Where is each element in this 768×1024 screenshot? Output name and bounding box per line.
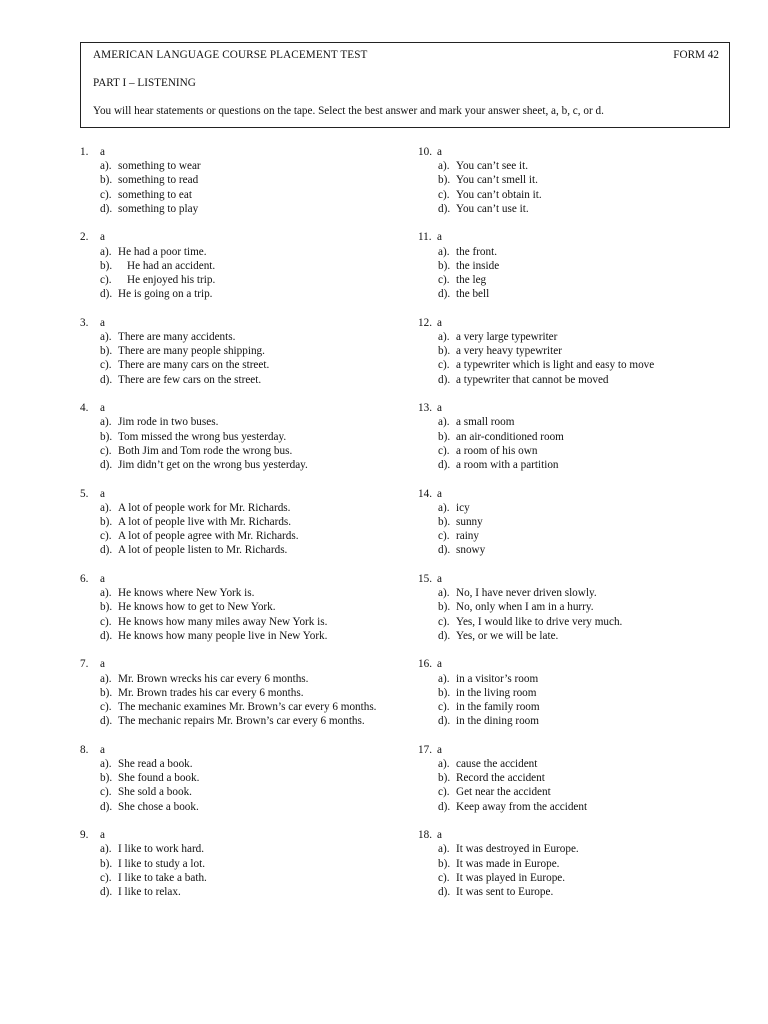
answer-option	[418, 501, 728, 515]
option-label: c).	[438, 615, 450, 628]
option-text: the leg	[456, 273, 487, 286]
answer-option	[80, 358, 400, 372]
answer-option	[418, 543, 728, 557]
answer-option	[80, 458, 400, 472]
option-text: No, I have never driven slowly.	[456, 587, 597, 600]
question-letter: a	[100, 231, 105, 244]
answer-option	[80, 714, 400, 728]
answer-option	[418, 373, 728, 387]
question-header	[418, 316, 728, 330]
option-label: a).	[438, 160, 450, 173]
question-letter: a	[100, 658, 105, 671]
answer-option	[418, 700, 728, 714]
answer-option	[418, 173, 728, 187]
option-text: She found a book.	[118, 772, 200, 785]
question-10	[418, 145, 728, 216]
answer-option	[418, 757, 728, 771]
answer-option	[418, 287, 728, 301]
question-number: 2.	[80, 231, 89, 244]
option-text: She read a book.	[118, 757, 193, 770]
question-letter: a	[100, 487, 105, 500]
option-text: He knows how many people live in New York.	[118, 629, 328, 642]
option-label: d).	[438, 373, 451, 386]
answer-option	[418, 842, 728, 856]
answer-option	[418, 458, 728, 472]
question-letter: a	[100, 829, 105, 842]
answer-option	[80, 259, 400, 273]
answer-option	[418, 415, 728, 429]
option-label: c).	[100, 530, 112, 543]
option-text: the front.	[456, 245, 498, 258]
question-number: 11.	[418, 231, 432, 244]
option-text: Yes, or we will be late.	[456, 629, 559, 642]
answer-option	[80, 700, 400, 714]
option-label: c).	[100, 444, 112, 457]
option-text: No, only when I am in a hurry.	[456, 601, 594, 614]
option-text: The mechanic repairs Mr. Brown’s car every 6 months.	[118, 715, 365, 728]
question-number: 9.	[80, 829, 89, 842]
option-text: something to read	[118, 174, 199, 187]
answer-option	[418, 629, 728, 643]
option-label: c).	[100, 871, 112, 884]
option-label: a).	[100, 843, 112, 856]
question-letter: a	[437, 402, 442, 415]
answer-option	[80, 771, 400, 785]
answer-option	[80, 330, 400, 344]
question-header	[80, 657, 400, 671]
option-label: d).	[438, 202, 451, 215]
option-label: d).	[438, 629, 451, 642]
option-label: c).	[438, 871, 450, 884]
option-text: He knows how to get to New York.	[118, 601, 276, 614]
option-label: d).	[438, 800, 451, 813]
answer-option	[80, 529, 400, 543]
answer-option	[80, 515, 400, 529]
option-text: You can’t obtain it.	[456, 188, 542, 201]
answer-option	[418, 586, 728, 600]
answer-option	[418, 188, 728, 202]
answer-option	[418, 686, 728, 700]
question-number: 4.	[80, 402, 89, 415]
option-label: d).	[100, 715, 113, 728]
option-label: c).	[438, 444, 450, 457]
question-12	[418, 316, 728, 387]
option-text: something to eat	[118, 188, 192, 201]
answer-option	[80, 415, 400, 429]
answer-option	[80, 785, 400, 799]
question-17	[418, 743, 728, 814]
question-number: 1.	[80, 146, 89, 158]
option-label: d).	[100, 373, 113, 386]
answer-option	[418, 672, 728, 686]
answer-option	[80, 173, 400, 187]
option-label: b).	[100, 515, 113, 528]
answer-option	[80, 686, 400, 700]
option-text: He enjoyed his trip.	[127, 273, 216, 286]
option-text: a very heavy typewriter	[456, 345, 562, 358]
option-text: Keep away from the accident	[456, 800, 588, 813]
option-label: d).	[438, 715, 451, 728]
option-text: icy	[456, 501, 470, 514]
question-header	[80, 230, 400, 244]
option-label: b).	[100, 601, 113, 614]
answer-option	[418, 259, 728, 273]
option-label: a).	[100, 757, 112, 770]
option-label: b).	[438, 857, 451, 870]
question-header	[80, 487, 400, 501]
form-number: FORM 42	[673, 49, 719, 61]
option-text: There are many people shipping.	[118, 345, 265, 358]
question-letter: a	[437, 658, 442, 671]
option-text: It was destroyed in Europe.	[456, 843, 579, 856]
answer-option	[80, 586, 400, 600]
answer-option	[80, 842, 400, 856]
answer-option	[418, 885, 728, 899]
option-label: b).	[438, 601, 451, 614]
option-text: A lot of people agree with Mr. Richards.	[118, 530, 299, 543]
option-label: b).	[100, 174, 113, 187]
option-text: a small room	[456, 416, 515, 429]
question-header	[418, 572, 728, 586]
question-9	[80, 828, 400, 899]
answer-option	[80, 159, 400, 173]
option-text: an air-conditioned room	[456, 430, 564, 443]
option-text: cause the accident	[456, 757, 538, 770]
test-header	[80, 42, 730, 128]
option-text: Get near the accident	[456, 786, 551, 799]
question-letter: a	[437, 829, 442, 842]
option-label: a).	[438, 757, 450, 770]
option-text: She chose a book.	[118, 800, 199, 813]
option-text: He knows where New York is.	[118, 587, 255, 600]
answer-option	[418, 202, 728, 216]
option-label: c).	[438, 530, 450, 543]
option-label: d).	[100, 458, 113, 471]
option-text: Yes, I would like to drive very much.	[456, 615, 623, 628]
option-text: in the dining room	[456, 715, 539, 728]
option-label: d).	[100, 629, 113, 642]
option-label: d).	[100, 202, 113, 215]
question-13	[418, 401, 728, 472]
question-7	[80, 657, 400, 728]
question-header	[80, 743, 400, 757]
option-text: A lot of people live with Mr. Richards.	[118, 515, 292, 528]
option-label: b).	[438, 430, 451, 443]
option-text: He had an accident.	[127, 259, 216, 272]
answer-option	[80, 871, 400, 885]
question-number: 17.	[418, 743, 432, 756]
answer-option	[418, 444, 728, 458]
option-label: c).	[100, 700, 112, 713]
option-label: a).	[100, 501, 112, 514]
option-label: a).	[438, 501, 450, 514]
option-label: d).	[100, 800, 113, 813]
answer-option	[418, 771, 728, 785]
option-text: a room with a partition	[456, 458, 559, 471]
question-header	[80, 401, 400, 415]
question-number: 3.	[80, 316, 89, 329]
option-text: snowy	[456, 544, 486, 557]
option-text: I like to relax.	[118, 885, 181, 898]
question-18	[418, 828, 728, 899]
question-number: 13.	[418, 402, 432, 415]
questions-left-column	[80, 145, 400, 914]
option-label: a).	[100, 587, 112, 600]
question-letter: a	[100, 146, 105, 158]
option-text: He is going on a trip.	[118, 288, 213, 301]
option-label: c).	[438, 188, 450, 201]
option-label: b).	[100, 259, 113, 272]
option-text: You can’t smell it.	[456, 174, 538, 187]
option-text: There are few cars on the street.	[118, 373, 262, 386]
option-text: Mr. Brown trades his car every 6 months.	[118, 686, 304, 699]
option-label: a).	[438, 843, 450, 856]
option-label: b).	[100, 857, 113, 870]
option-text: Record the accident	[456, 772, 545, 785]
option-label: b).	[100, 772, 113, 785]
question-header	[418, 743, 728, 757]
question-number: 14.	[418, 487, 432, 500]
option-text: The mechanic examines Mr. Brown’s car every 6 months.	[118, 700, 377, 713]
option-label: d).	[438, 544, 451, 557]
answer-option	[80, 543, 400, 557]
option-label: c).	[438, 700, 450, 713]
question-number: 6.	[80, 572, 89, 585]
option-label: d).	[438, 458, 451, 471]
question-11	[418, 230, 728, 301]
answer-option	[80, 629, 400, 643]
option-label: a).	[438, 416, 450, 429]
answer-option	[418, 330, 728, 344]
option-text: There are many cars on the street.	[118, 359, 270, 372]
question-letter: a	[437, 316, 442, 329]
answer-option	[418, 358, 728, 372]
option-text: a very large typewriter	[456, 330, 558, 343]
option-text: a typewriter which is light and easy to move	[456, 359, 655, 372]
question-header	[80, 145, 400, 159]
option-label: b).	[100, 430, 113, 443]
option-text: Mr. Brown wrecks his car every 6 months.	[118, 672, 309, 685]
option-text: rainy	[456, 530, 479, 543]
question-3	[80, 316, 400, 387]
option-label: a).	[438, 587, 450, 600]
question-letter: a	[437, 743, 442, 756]
answer-option	[80, 373, 400, 387]
question-header	[80, 828, 400, 842]
answer-option	[80, 444, 400, 458]
question-letter: a	[100, 316, 105, 329]
answer-option	[418, 529, 728, 543]
answer-option	[80, 672, 400, 686]
option-text: He knows how many miles away New York is.	[118, 615, 328, 628]
answer-option	[418, 159, 728, 173]
option-label: c).	[438, 273, 450, 286]
option-label: d).	[100, 885, 113, 898]
answer-option	[418, 785, 728, 799]
option-text: She sold a book.	[118, 786, 192, 799]
option-text: in a visitor’s room	[456, 672, 539, 685]
option-text: a typewriter that cannot be moved	[456, 373, 609, 386]
answer-option	[80, 245, 400, 259]
question-letter: a	[437, 231, 442, 244]
question-header	[418, 487, 728, 501]
question-letter: a	[437, 487, 442, 500]
option-text: It was made in Europe.	[456, 857, 560, 870]
answer-option	[80, 615, 400, 629]
answer-option	[418, 515, 728, 529]
option-text: I like to study a lot.	[118, 857, 206, 870]
question-5	[80, 487, 400, 558]
option-text: A lot of people work for Mr. Richards.	[118, 501, 291, 514]
option-label: b).	[100, 686, 113, 699]
answer-option	[80, 857, 400, 871]
option-text: the bell	[456, 288, 490, 301]
option-label: c).	[100, 786, 112, 799]
option-text: Tom missed the wrong bus yesterday.	[118, 430, 287, 443]
option-text: sunny	[456, 515, 483, 528]
answer-option	[80, 501, 400, 515]
question-letter: a	[100, 572, 105, 585]
option-label: c).	[438, 786, 450, 799]
option-label: d).	[100, 544, 113, 557]
question-2	[80, 230, 400, 301]
questions-right-column	[418, 145, 728, 914]
option-label: b).	[438, 515, 451, 528]
option-text: There are many accidents.	[118, 330, 236, 343]
option-label: c).	[100, 188, 112, 201]
answer-option	[80, 757, 400, 771]
answer-option	[80, 273, 400, 287]
question-6	[80, 572, 400, 643]
option-text: I like to take a bath.	[118, 871, 207, 884]
option-text: A lot of people listen to Mr. Richards.	[118, 544, 288, 557]
option-label: b).	[438, 174, 451, 187]
answer-option	[418, 245, 728, 259]
option-text: It was played in Europe.	[456, 871, 566, 884]
question-header	[418, 145, 728, 159]
question-header	[80, 316, 400, 330]
answer-option	[80, 600, 400, 614]
option-text: in the family room	[456, 700, 540, 713]
answer-option	[80, 800, 400, 814]
question-header	[418, 401, 728, 415]
answer-option	[80, 202, 400, 216]
option-label: c).	[438, 359, 450, 372]
option-label: d).	[100, 288, 113, 301]
option-label: c).	[100, 273, 112, 286]
question-number: 12.	[418, 316, 432, 329]
question-header	[418, 828, 728, 842]
question-15	[418, 572, 728, 643]
question-header	[418, 657, 728, 671]
question-letter: a	[437, 146, 442, 158]
question-letter: a	[100, 402, 105, 415]
answer-option	[418, 857, 728, 871]
question-4	[80, 401, 400, 472]
option-label: b).	[438, 259, 451, 272]
answer-option	[80, 188, 400, 202]
option-label: c).	[100, 615, 112, 628]
option-label: a).	[100, 672, 112, 685]
answer-option	[418, 871, 728, 885]
part-title: PART I – LISTENING	[93, 77, 196, 89]
answer-option	[418, 800, 728, 814]
question-16	[418, 657, 728, 728]
option-label: b).	[438, 345, 451, 358]
option-label: b).	[100, 345, 113, 358]
option-text: something to wear	[118, 160, 201, 173]
option-label: d).	[438, 288, 451, 301]
option-label: a).	[100, 330, 112, 343]
option-text: You can’t use it.	[456, 202, 529, 215]
option-text: in the living room	[456, 686, 537, 699]
question-letter: a	[100, 743, 105, 756]
question-number: 10.	[418, 146, 432, 158]
question-8	[80, 743, 400, 814]
question-letter: a	[437, 572, 442, 585]
answer-option	[418, 615, 728, 629]
option-text: Jim rode in two buses.	[118, 416, 219, 429]
answer-option	[418, 430, 728, 444]
question-1	[80, 145, 400, 216]
question-number: 5.	[80, 487, 89, 500]
answer-option	[418, 600, 728, 614]
answer-option	[80, 344, 400, 358]
question-14	[418, 487, 728, 558]
question-number: 16.	[418, 658, 432, 671]
option-text: something to play	[118, 202, 199, 215]
test-title: AMERICAN LANGUAGE COURSE PLACEMENT TEST	[93, 49, 368, 61]
answer-option	[80, 885, 400, 899]
answer-option	[418, 344, 728, 358]
option-text: Both Jim and Tom rode the wrong bus.	[118, 444, 293, 457]
answer-option	[418, 714, 728, 728]
option-label: a).	[438, 330, 450, 343]
option-text: the inside	[456, 259, 500, 272]
option-label: a).	[100, 416, 112, 429]
option-label: b).	[438, 772, 451, 785]
option-label: a).	[438, 245, 450, 258]
answer-option	[418, 273, 728, 287]
question-number: 7.	[80, 658, 89, 671]
option-text: Jim didn’t get on the wrong bus yesterday.	[118, 458, 308, 471]
option-label: a).	[438, 672, 450, 685]
option-text: He had a poor time.	[118, 245, 207, 258]
option-label: a).	[100, 245, 112, 258]
option-label: a).	[100, 160, 112, 173]
instructions: You will hear statements or questions on the tape. Select the best answer and mark your answer sheet, a, b, c, or d.	[93, 105, 604, 117]
option-text: a room of his own	[456, 444, 538, 457]
answer-option	[80, 430, 400, 444]
answer-option	[80, 287, 400, 301]
option-label: d).	[438, 885, 451, 898]
question-number: 18.	[418, 829, 432, 842]
option-label: c).	[100, 359, 112, 372]
option-text: You can’t see it.	[456, 160, 528, 173]
question-number: 15.	[418, 572, 432, 585]
option-text: I like to work hard.	[118, 843, 205, 856]
question-header	[80, 572, 400, 586]
question-header	[418, 230, 728, 244]
option-label: b).	[438, 686, 451, 699]
option-text: It was sent to Europe.	[456, 885, 554, 898]
question-number: 8.	[80, 743, 89, 756]
